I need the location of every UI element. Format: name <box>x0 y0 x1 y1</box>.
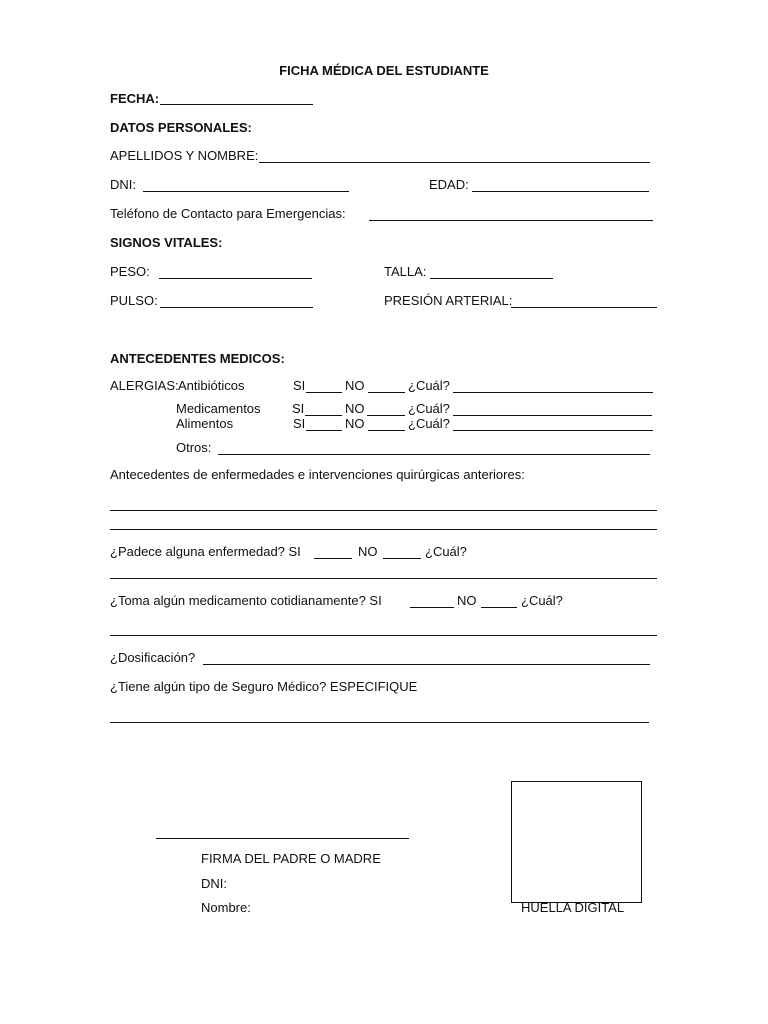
antecedentes-line-2[interactable] <box>110 529 657 530</box>
peso-field[interactable] <box>159 278 312 279</box>
alergia-antibioticos-si: SI <box>293 378 306 393</box>
toma-label: ¿Toma algún medicamento cotidianamente? SI <box>110 593 382 608</box>
firma-nombre-label: Nombre: <box>201 900 251 915</box>
alergia-antibioticos-no: NO <box>345 378 365 393</box>
firma-dni-label: DNI: <box>201 876 227 891</box>
dosificacion-field[interactable] <box>203 664 650 665</box>
alergia-alimentos-si: SI <box>293 416 306 431</box>
otros-field[interactable] <box>218 454 650 455</box>
seguro-label: ¿Tiene algún tipo de Seguro Médico? ESPECIFIQUE <box>110 679 418 694</box>
edad-label: EDAD: <box>429 177 469 192</box>
alergias-label: ALERGIAS: <box>110 378 179 393</box>
apellidos-field[interactable] <box>259 162 650 163</box>
firma-label: FIRMA DEL PADRE O MADRE <box>201 851 381 866</box>
padece-no-field[interactable] <box>383 558 421 559</box>
alergia-medicamentos-cual-field[interactable] <box>453 415 652 416</box>
otros-label: Otros: <box>176 440 212 455</box>
fecha-field[interactable] <box>160 104 313 105</box>
toma-no-field[interactable] <box>481 607 517 608</box>
apellidos-label: APELLIDOS Y NOMBRE: <box>110 148 259 163</box>
alergia-medicamentos-no: NO <box>345 401 365 416</box>
presion-field[interactable] <box>511 307 657 308</box>
padece-no-label: NO <box>358 544 378 559</box>
page-title: FICHA MÉDICA DEL ESTUDIANTE <box>279 63 489 78</box>
dni-field[interactable] <box>143 191 349 192</box>
toma-no-label: NO <box>457 593 477 608</box>
alergia-medicamentos-no-field[interactable] <box>367 415 405 416</box>
huella-digital-box[interactable] <box>511 781 642 903</box>
alergia-medicamentos-label: Medicamentos <box>176 401 261 416</box>
talla-field[interactable] <box>430 278 553 279</box>
alergia-alimentos-cual: ¿Cuál? <box>408 416 450 431</box>
padece-cual-label: ¿Cuál? <box>425 544 467 559</box>
edad-field[interactable] <box>472 191 649 192</box>
dni-label: DNI: <box>110 177 136 192</box>
firma-line[interactable] <box>156 838 409 839</box>
antecedentes-enfermedades-label: Antecedentes de enfermedades e intervenciones quirúrgicas anteriores: <box>110 467 525 482</box>
datos-personales-heading: DATOS PERSONALES: <box>110 120 252 135</box>
alergia-alimentos-si-field[interactable] <box>306 430 342 431</box>
alergia-alimentos-cual-field[interactable] <box>453 430 653 431</box>
padece-label: ¿Padece alguna enfermedad? SI <box>110 544 301 559</box>
alergia-alimentos-label: Alimentos <box>176 416 234 431</box>
fecha-label: FECHA: <box>110 91 160 106</box>
alergia-alimentos-no: NO <box>345 416 365 431</box>
dosificacion-label: ¿Dosificación? <box>110 650 196 665</box>
toma-si-field[interactable] <box>410 607 454 608</box>
seguro-field[interactable] <box>110 722 649 723</box>
alergia-antibioticos-cual-field[interactable] <box>453 392 653 393</box>
telefono-label: Teléfono de Contacto para Emergencias: <box>110 206 346 221</box>
padece-si-field[interactable] <box>314 558 352 559</box>
telefono-field[interactable] <box>369 220 653 221</box>
presion-label: PRESIÓN ARTERIAL: <box>384 293 513 308</box>
peso-label: PESO: <box>110 264 150 279</box>
alergia-medicamentos-si: SI <box>292 401 305 416</box>
talla-label: TALLA: <box>384 264 427 279</box>
alergia-medicamentos-si-field[interactable] <box>305 415 342 416</box>
toma-cual-field[interactable] <box>110 635 657 636</box>
antecedentes-line-1[interactable] <box>110 510 657 511</box>
alergia-alimentos-no-field[interactable] <box>368 430 405 431</box>
pulso-label: PULSO: <box>110 293 158 308</box>
signos-vitales-heading: SIGNOS VITALES: <box>110 235 223 250</box>
alergia-medicamentos-cual: ¿Cuál? <box>408 401 450 416</box>
antecedentes-medicos-heading: ANTECEDENTES MEDICOS: <box>110 351 285 366</box>
huella-digital-label: HUELLA DIGITAL <box>521 900 625 915</box>
pulso-field[interactable] <box>160 307 313 308</box>
alergia-antibioticos-label: Antibióticos <box>178 378 245 393</box>
alergia-antibioticos-no-field[interactable] <box>368 392 405 393</box>
alergia-antibioticos-cual: ¿Cuál? <box>408 378 450 393</box>
padece-cual-field[interactable] <box>110 578 657 579</box>
toma-cual-label: ¿Cuál? <box>521 593 563 608</box>
alergia-antibioticos-si-field[interactable] <box>306 392 342 393</box>
